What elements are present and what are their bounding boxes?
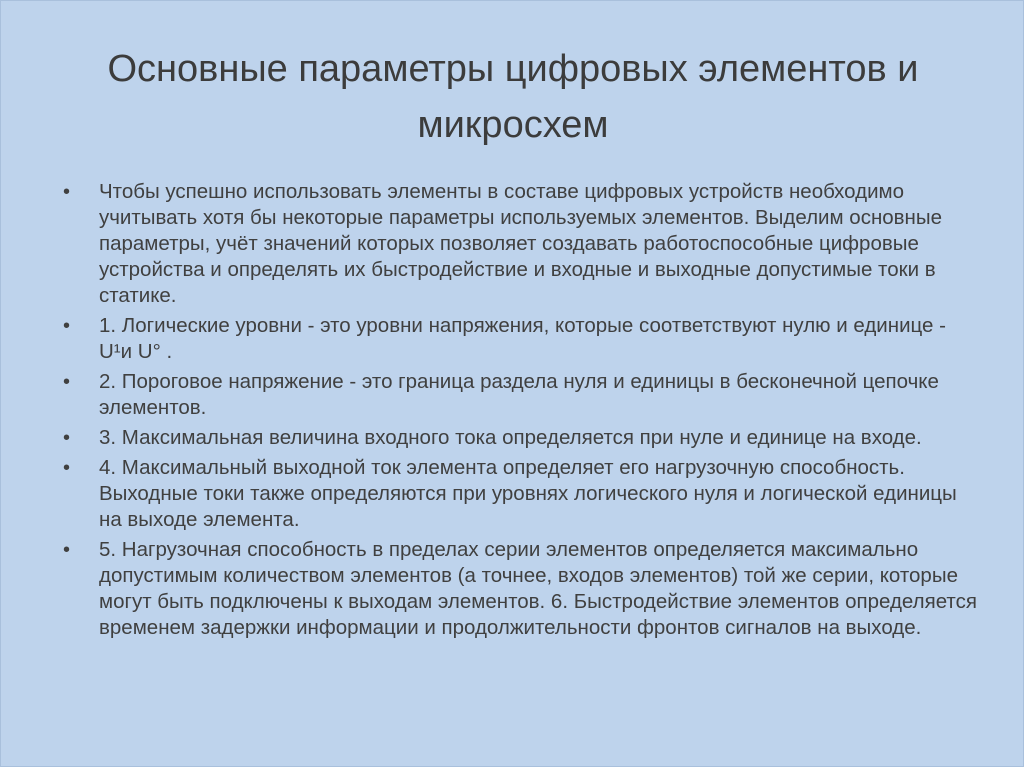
- bullet-text: 5. Нагрузочная способность в пределах серии элементов определяется максимально допустимым количеством элементов (а точнее, входов элементов) той же серии, которые могут быть подключены к выходам элементов. 6. Быстродействие элементов определяется временем задержки информации и продолжительности фронтов сигналов на выходе.: [99, 538, 977, 639]
- bullet-item-threshold-voltage: [63, 369, 983, 421]
- bullet-icon: •: [63, 181, 71, 203]
- bullet-item-intro: [63, 179, 983, 309]
- bullet-icon: •: [63, 427, 71, 449]
- bullet-text: 2. Пороговое напряжение - это граница раздела нуля и единицы в бесконечной цепочке элементов.: [99, 370, 939, 419]
- bullet-item-logic-levels: [63, 313, 983, 365]
- bullet-text: 4. Максимальный выходной ток элемента определяет его нагрузочную способность. Выходные токи также определяются при уровнях логического нуля и логической единицы на выходе элемента.: [99, 456, 957, 531]
- bullet-icon: •: [63, 315, 71, 337]
- bullet-icon: •: [63, 371, 71, 393]
- bullet-text: 3. Максимальная величина входного тока определяется при нуле и единице на входе.: [99, 426, 922, 449]
- bullet-item-fanout-speed: [63, 537, 983, 641]
- bullet-icon: •: [63, 539, 71, 561]
- bullet-list: [63, 179, 983, 645]
- bullet-item-input-current: [63, 425, 983, 451]
- bullet-text: Чтобы успешно использовать элементы в составе цифровых устройств необходимо учитывать хотя бы некоторые параметры используемых элементов. Выделим основные параметры, учёт значений которых позволяет создавать работоспособные цифровые устройства и определять их быстродействие и входные и выходные допустимые токи в статике.: [99, 180, 943, 307]
- bullet-text: 1. Логические уровни - это уровни напряжения, которые соответствуют нулю и единице - U¹и U° .: [99, 314, 946, 363]
- slide-title: Основные параметры цифровых элементов и микросхем: [107, 48, 919, 146]
- bullet-icon: •: [63, 457, 71, 479]
- bullet-item-output-current: [63, 455, 983, 533]
